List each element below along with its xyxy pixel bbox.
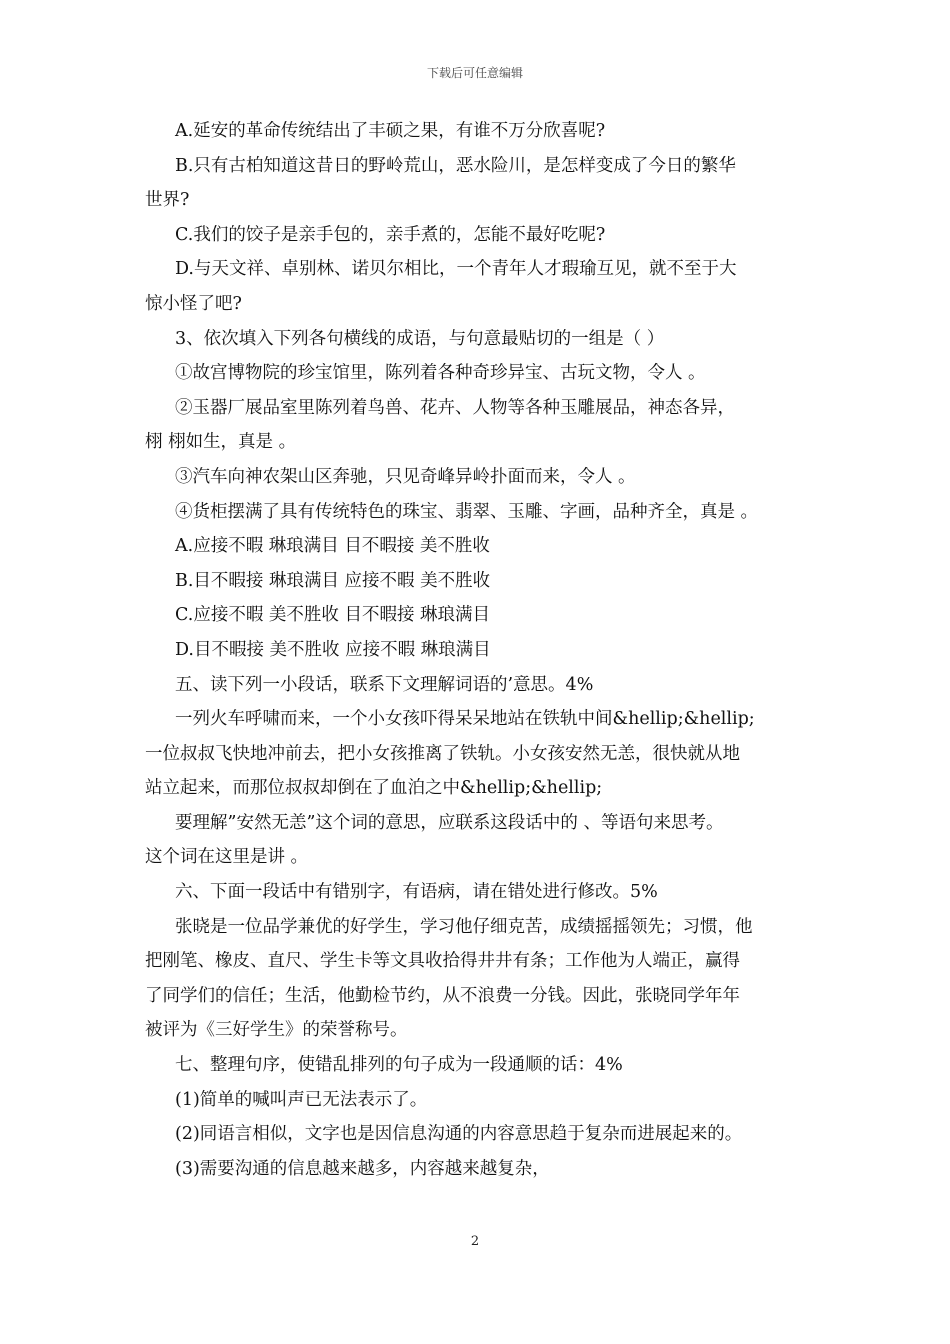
text-line: 被评为《三好学生》的荣誉称号。 bbox=[145, 1020, 408, 1041]
section-heading: 五、读下列一小段话，联系下文理解词语的’意思。4% bbox=[175, 674, 594, 695]
text-line: (1)简单的喊叫声已无法表示了。 bbox=[175, 1089, 428, 1110]
text-line: 了同学们的信任；生活，他勤检节约，从不浪费一分钱。因此，张晓同学年年 bbox=[145, 985, 740, 1006]
text-line: 站立起来，而那位叔叔却倒在了血泊之中&hellip;&hellip; bbox=[145, 778, 603, 799]
text-line: 这个词在这里是讲 。 bbox=[145, 847, 309, 868]
text-line: 一位叔叔飞快地冲前去，把小女孩推离了铁轨。小女孩安然无恙，很快就从地 bbox=[145, 743, 740, 764]
text-line: 惊小怪了吧? bbox=[145, 293, 242, 314]
text-line: ②玉器厂展品室里陈列着鸟兽、花卉、人物等各种玉雕展品，神态各异， bbox=[175, 397, 735, 418]
page-header: 下载后可任意编辑 bbox=[426, 66, 523, 80]
text-line: 要理解”安然无恙”这个词的意思，应联系这段话中的 、等语句来思考。 bbox=[175, 812, 724, 833]
section-heading: 七、整理句序，使错乱排列的句子成为一段通顺的话：4% bbox=[175, 1055, 623, 1076]
section-heading: 六、下面一段话中有错别字，有语病，请在错处进行修改。5% bbox=[175, 882, 658, 903]
page-number: 2 bbox=[470, 1234, 480, 1249]
answer-option: A.应接不暇 琳琅满目 目不暇接 美不胜收 bbox=[175, 536, 490, 557]
question-heading: 3、依次填入下列各句横线的成语，与句意最贴切的一组是（ ） bbox=[175, 328, 665, 349]
text-line: 张晓是一位品学兼优的好学生，学习他仔细克苦，成绩摇摇领先；习惯，他 bbox=[175, 916, 753, 937]
text-line: (3)需要沟通的信息越来越多，内容越来越复杂， bbox=[175, 1158, 550, 1179]
text-line: 把刚笔、橡皮、直尺、学生卡等文具收拾得井井有条；工作他为人端正，赢得 bbox=[145, 951, 740, 972]
answer-option: B.目不暇接 琳琅满目 应接不暇 美不胜收 bbox=[175, 570, 491, 591]
text-line: B.只有古柏知道这昔日的野岭荒山，恶水险川，是怎样变成了今日的繁华 bbox=[175, 155, 736, 176]
text-line: D.与天文祥、卓别林、诺贝尔相比，一个青年人才瑕瑜互见，就不至于大 bbox=[175, 259, 737, 280]
text-line: 栩 栩如生，真是 。 bbox=[145, 432, 297, 453]
text-line: 世界? bbox=[145, 190, 190, 211]
text-line: ③汽车向神农架山区奔驰，只见奇峰异岭扑面而来，令人 。 bbox=[175, 466, 636, 487]
text-line: (2)同语言相似，文字也是因信息沟通的内容意思趋于复杂而进展起来的。 bbox=[175, 1124, 743, 1145]
text-line: A.延安的革命传统结出了丰硕之果，有谁不万分欣喜呢? bbox=[175, 121, 606, 141]
answer-option: C.应接不暇 美不胜收 目不暇接 琳琅满目 bbox=[175, 605, 491, 626]
text-line: ①故宫博物院的珍宝馆里，陈列着各种奇珍异宝、古玩文物，令人 。 bbox=[175, 363, 706, 384]
text-line: ④货柜摆满了具有传统特色的珠宝、翡翠、玉雕、字画，品种齐全，真是 。 bbox=[175, 501, 759, 522]
text-line: C.我们的饺子是亲手包的，亲手煮的，怎能不最好吃呢? bbox=[175, 224, 606, 245]
text-line: 一列火车呼啸而来，一个小女孩吓得呆呆地站在铁轨中间&hellip;&hellip; bbox=[175, 709, 755, 730]
answer-option: D.目不暇接 美不胜收 应接不暇 琳琅满目 bbox=[175, 639, 491, 660]
document-body bbox=[145, 114, 807, 1186]
